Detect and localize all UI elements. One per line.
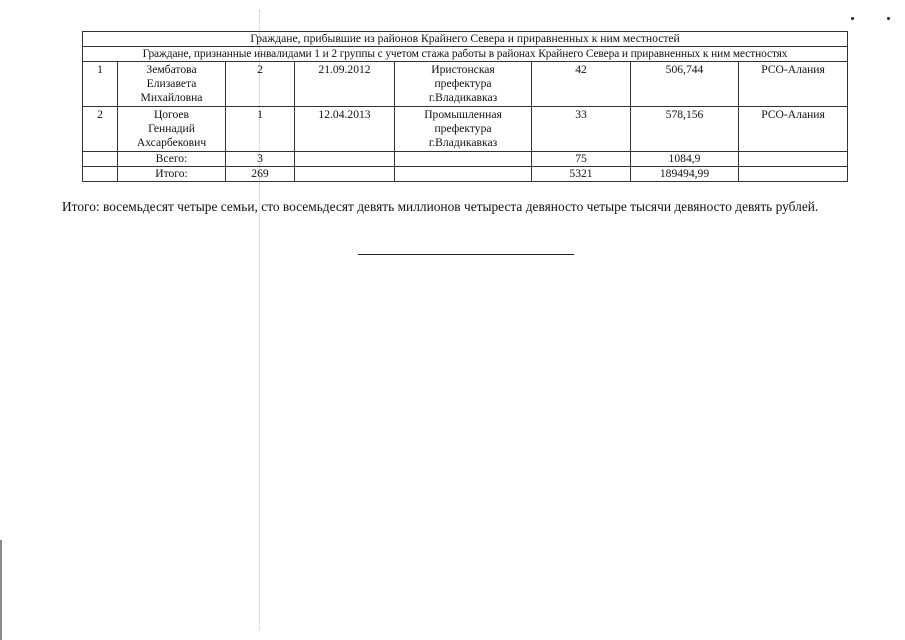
empty-cell bbox=[83, 167, 118, 182]
subsidy-amount: 506,744 bbox=[631, 62, 739, 107]
empty-cell bbox=[295, 152, 395, 167]
registration-date: 12.04.2013 bbox=[295, 107, 395, 152]
total-amount: 189494,99 bbox=[631, 167, 739, 182]
section-header-row bbox=[83, 32, 848, 47]
total-family-size: 269 bbox=[226, 167, 295, 182]
summary-paragraph: Итого: восемьдесят четыре семьи, сто восемьдесят девять миллионов четыреста девяносто четыре тысячи девяносто девять рублей. bbox=[62, 199, 819, 214]
name-line: Геннадий bbox=[148, 122, 195, 135]
family-size: 2 bbox=[226, 62, 295, 107]
section-title: Граждане, прибывшие из районов Крайнего Севера и приравненных к ним местностей bbox=[83, 32, 848, 47]
subtotal-area: 75 bbox=[532, 152, 631, 167]
name-line: Зембатова bbox=[146, 63, 197, 76]
row-number: 1 bbox=[83, 62, 118, 107]
citizen-name bbox=[118, 107, 226, 152]
signature-line bbox=[358, 254, 574, 255]
prefecture-line: префектура bbox=[434, 122, 492, 135]
total-label: Итого: bbox=[118, 167, 226, 182]
total-area: 5321 bbox=[532, 167, 631, 182]
subtotal-family-size: 3 bbox=[226, 152, 295, 167]
housing-area: 42 bbox=[532, 62, 631, 107]
prefecture-line: г.Владикавказ bbox=[428, 91, 498, 104]
scan-edge-mark bbox=[0, 540, 2, 640]
table-row bbox=[83, 62, 848, 107]
empty-cell bbox=[395, 167, 532, 182]
housing-area: 33 bbox=[532, 107, 631, 152]
prefecture-line: Иристонская bbox=[431, 63, 495, 76]
subsection-title: Граждане, признанные инвалидами 1 и 2 группы с учетом стажа работы в районах Крайнего Севера и приравненных к ним местностях bbox=[83, 47, 848, 62]
empty-cell bbox=[739, 152, 848, 167]
prefecture bbox=[395, 62, 532, 107]
family-size: 1 bbox=[226, 107, 295, 152]
empty-cell bbox=[295, 167, 395, 182]
scan-dot bbox=[851, 17, 854, 20]
registry-table bbox=[82, 31, 848, 182]
name-line: Елизавета bbox=[146, 77, 197, 90]
row-number: 2 bbox=[83, 107, 118, 152]
region: РСО-Алания bbox=[739, 62, 848, 107]
prefecture-line: Промышленная bbox=[424, 108, 502, 121]
subtotal-label: Всего: bbox=[118, 152, 226, 167]
prefecture-line: г.Владикавказ bbox=[428, 136, 498, 149]
scan-dot bbox=[887, 17, 890, 20]
registration-date: 21.09.2012 bbox=[295, 62, 395, 107]
empty-cell bbox=[395, 152, 532, 167]
subtotal-amount: 1084,9 bbox=[631, 152, 739, 167]
table-row bbox=[83, 107, 848, 152]
name-line: Ахсарбекович bbox=[136, 136, 207, 149]
subsidy-amount: 578,156 bbox=[631, 107, 739, 152]
region: РСО-Алания bbox=[739, 107, 848, 152]
subtotal-row bbox=[83, 152, 848, 167]
empty-cell bbox=[739, 167, 848, 182]
citizen-name bbox=[118, 62, 226, 107]
empty-cell bbox=[83, 152, 118, 167]
name-line: Цогоев bbox=[153, 108, 190, 121]
total-row bbox=[83, 167, 848, 182]
subsection-header-row bbox=[83, 47, 848, 62]
prefecture-line: префектура bbox=[434, 77, 492, 90]
name-line: Михайловна bbox=[140, 91, 203, 104]
prefecture bbox=[395, 107, 532, 152]
